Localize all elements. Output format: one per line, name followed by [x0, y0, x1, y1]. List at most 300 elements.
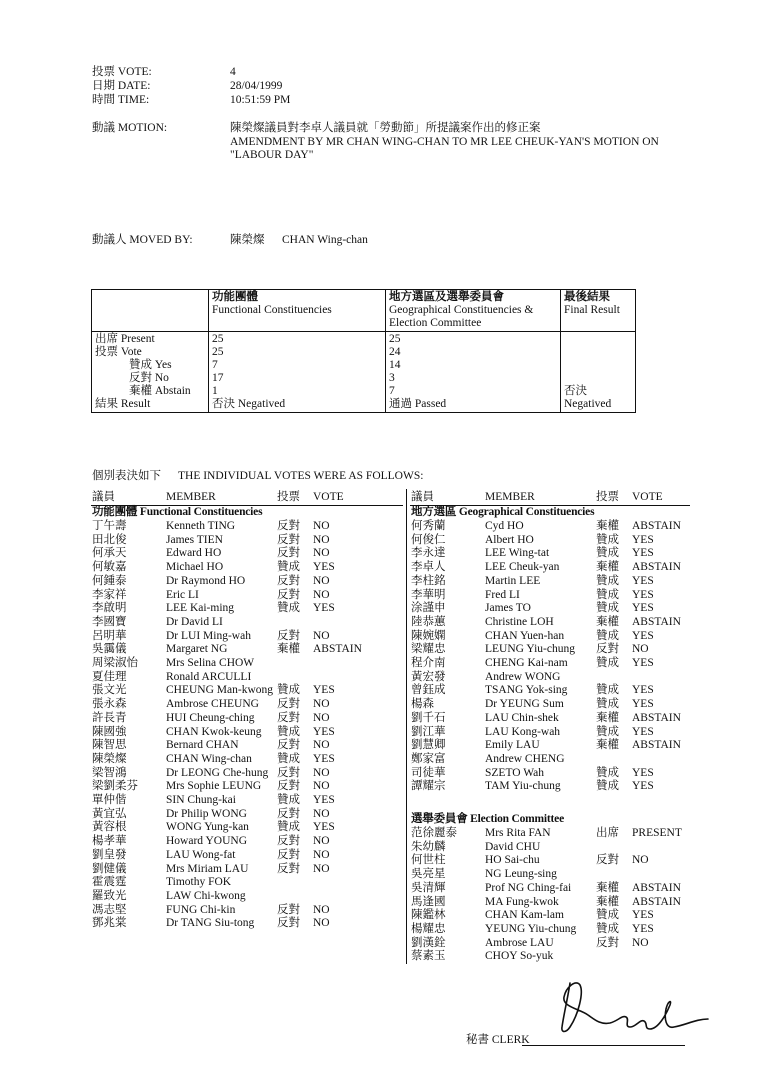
member-name-en: Emily LAU: [485, 739, 540, 752]
member-name-en: SIN Chung-kai: [166, 794, 236, 806]
member-name-cn: 何敏嘉: [92, 561, 127, 574]
member-name-cn: 何承天: [92, 547, 127, 560]
vote-en: YES: [313, 725, 335, 738]
label-vote: 投票 Vote: [95, 346, 142, 358]
vote-en: NO: [313, 862, 330, 875]
gc-abstain: 7: [389, 385, 395, 397]
member-row: [92, 657, 402, 671]
vote-en: YES: [313, 752, 335, 765]
vote-cn: 贊成: [596, 602, 619, 615]
label-yes: 贊成 Yes: [129, 359, 172, 371]
member-row: [411, 684, 701, 698]
member-name-en: Andrew CHENG: [485, 752, 565, 765]
member-row: [92, 767, 402, 781]
member-name-cn: 霍震霆: [92, 876, 127, 889]
vote-cn: 贊成: [596, 657, 619, 669]
ec-section-heading: 選舉委員會 Election Committee: [411, 813, 564, 825]
member-row: [92, 876, 402, 890]
gc-header-cell: [386, 290, 561, 332]
gc-no: 3: [389, 372, 395, 384]
vote-en: NO: [313, 698, 330, 711]
vote-cn: 出席: [596, 827, 619, 839]
member-name-en: David CHU: [485, 840, 541, 853]
member-name-en: Dr Philip WONG: [166, 807, 247, 820]
member-name-en: HO Sai-chu: [485, 854, 540, 867]
fc-no: 17: [212, 372, 224, 384]
vote-cn: 反對: [277, 533, 300, 546]
member-row: [411, 657, 701, 671]
member-name-en: Martin LEE: [485, 574, 541, 587]
member-name-en: Bernard CHAN: [166, 739, 239, 752]
vote-en: NO: [313, 588, 330, 601]
member-name-en: CHEUNG Man-kwong: [166, 684, 274, 697]
vote-cn: 棄權: [596, 711, 619, 724]
member-name-cn: 馬逢國: [411, 895, 446, 908]
fc-result: 否決 Negatived: [212, 398, 286, 410]
member-row: [92, 589, 402, 603]
motion-label: 動議 MOTION:: [92, 122, 168, 134]
col-header-vote-en-right: VOTE: [632, 491, 663, 503]
vote-en: ABSTAIN: [632, 520, 681, 532]
member-name-en: CHOY So-yuk: [485, 950, 554, 963]
member-name-cn: 蔡素玉: [411, 950, 446, 963]
gc-result: 通過 Passed: [389, 398, 447, 410]
member-row: [411, 575, 701, 589]
member-name-en: TSANG Yok-sing: [485, 684, 568, 697]
member-row: [411, 854, 701, 868]
vote-en: NO: [632, 643, 649, 656]
vote-cn: 贊成: [277, 561, 300, 574]
vote-cn: 反對: [277, 917, 300, 930]
fc-values-cell: [209, 332, 386, 413]
member-name-en: CHAN Wing-chan: [166, 752, 252, 765]
member-row: [92, 890, 402, 904]
vote-en: NO: [313, 629, 330, 642]
member-row: [411, 909, 701, 923]
vote-en: NO: [313, 520, 330, 532]
vote-cn: 贊成: [596, 533, 619, 546]
member-name-en: LEE Wing-tat: [485, 547, 550, 560]
vote-en: NO: [313, 574, 330, 587]
column-divider: [406, 489, 407, 964]
vote-cn: 贊成: [596, 766, 619, 779]
final-header-cell: [561, 290, 636, 332]
member-name-cn: 田北俊: [92, 533, 127, 546]
col-header-vote-cn: 投票: [277, 491, 300, 503]
vote-en: YES: [632, 725, 654, 738]
vote-cn: 贊成: [596, 629, 619, 642]
member-name-cn: 李國寶: [92, 615, 127, 628]
fc-header-cell: [209, 290, 386, 332]
member-name-en: Prof NG Ching-fai: [485, 881, 572, 894]
member-name-cn: 梁劉柔芬: [92, 780, 138, 793]
member-name-cn: 吳清輝: [411, 881, 446, 894]
vote-en: ABSTAIN: [632, 881, 681, 894]
vote-en: NO: [313, 711, 330, 724]
label-no: 反對 No: [129, 372, 169, 384]
member-name-cn: 李永達: [411, 547, 446, 560]
vote-en: YES: [313, 602, 335, 615]
vote-cn: 反對: [277, 835, 300, 848]
vote-cn: 贊成: [277, 794, 300, 806]
member-name-en: Mrs Rita FAN: [485, 827, 551, 839]
vote-cn: 贊成: [277, 752, 300, 765]
vote-en: NO: [313, 780, 330, 793]
col-header-vote-cn-right: 投票: [596, 491, 619, 503]
vote-en: YES: [632, 684, 654, 697]
member-name-en: Michael HO: [166, 561, 224, 574]
member-name-cn: 程介南: [411, 657, 446, 669]
member-name-en: CHAN Yuen-han: [485, 629, 565, 642]
member-name-en: Dr David LI: [166, 615, 223, 628]
member-name-cn: 劉健儀: [92, 862, 127, 875]
member-row: [411, 643, 701, 657]
member-name-cn: 朱幼麟: [411, 840, 446, 853]
member-name-en: Howard YOUNG: [166, 835, 248, 848]
member-name-en: SZETO Wah: [485, 766, 545, 779]
member-row: [92, 917, 402, 931]
member-name-en: YEUNG Yiu-chung: [485, 922, 577, 935]
fc-header-en: Functional Constituencies: [212, 304, 332, 316]
member-row: [92, 835, 402, 849]
vote-cn: 贊成: [596, 588, 619, 601]
vote-cn: 贊成: [596, 574, 619, 587]
final-result-cell: [561, 332, 636, 413]
member-name-cn: 馮志堅: [92, 903, 127, 916]
member-name-cn: 劉皇發: [92, 848, 127, 861]
member-name-en: LAU Chin-shek: [485, 711, 559, 724]
col-header-member-cn-right: 議員: [411, 491, 434, 503]
member-name-cn: 黃宏發: [411, 670, 446, 683]
vote-number: 4: [230, 66, 236, 78]
member-name-en: Ambrose LAU: [485, 936, 554, 949]
member-row: [92, 534, 402, 548]
member-name-cn: 陳榮燦: [92, 752, 127, 765]
member-row: [411, 780, 701, 794]
gc-present: 25: [389, 333, 401, 345]
member-name-en: CHAN Kam-lam: [485, 909, 564, 922]
member-row: [92, 630, 402, 644]
vote-en: YES: [632, 780, 654, 793]
member-row: [92, 712, 402, 726]
member-name-en: Edward HO: [166, 547, 222, 560]
vote-cn: 棄權: [596, 615, 619, 628]
member-row: [92, 575, 402, 589]
vote-cn: 反對: [277, 574, 300, 587]
vote-en: YES: [313, 794, 335, 806]
member-name-cn: 李啟明: [92, 602, 127, 615]
vote-cn: 贊成: [596, 698, 619, 711]
member-row: [411, 937, 701, 951]
fc-vote: 25: [212, 346, 224, 358]
member-name-en: Christine LOH: [485, 615, 554, 628]
label-present: 出席 Present: [95, 333, 155, 345]
member-row: [411, 589, 701, 603]
vote-en: YES: [632, 602, 654, 615]
member-name-cn: 丁午壽: [92, 520, 127, 532]
member-row: [411, 896, 701, 910]
member-name-cn: 黃容根: [92, 821, 127, 834]
member-name-en: James TIEN: [166, 533, 223, 546]
member-name-cn: 吳亮星: [411, 868, 446, 881]
vote-en: ABSTAIN: [632, 711, 681, 724]
member-name-en: HUI Cheung-ching: [166, 711, 255, 724]
gc-header-en-1: Geographical Constituencies &: [389, 304, 534, 316]
member-name-en: Fred LI: [485, 588, 520, 601]
vote-cn: 反對: [277, 862, 300, 875]
member-name-cn: 楊孝華: [92, 835, 127, 848]
member-row: [92, 643, 402, 657]
member-name-cn: 楊森: [411, 698, 434, 711]
vote-en: YES: [632, 922, 654, 935]
member-name-en: NG Leung-sing: [485, 868, 557, 881]
member-name-en: Margaret NG: [166, 643, 228, 656]
member-name-cn: 陳婉嫻: [411, 629, 446, 642]
member-name-en: LAW Chi-kwong: [166, 889, 246, 902]
member-row: [92, 671, 402, 685]
member-name-en: LAU Wong-fat: [166, 848, 236, 861]
vote-en: YES: [313, 821, 335, 834]
member-row: [92, 794, 402, 808]
member-name-cn: 曾鈺成: [411, 684, 446, 697]
member-row: [92, 753, 402, 767]
member-name-cn: 劉江華: [411, 725, 446, 738]
vote-en: ABSTAIN: [632, 561, 681, 574]
col-header-vote-en: VOTE: [313, 491, 344, 503]
member-name-cn: 何世柱: [411, 854, 446, 867]
motion-title-en-2: "LABOUR DAY": [230, 149, 314, 161]
vote-cn: 反對: [277, 807, 300, 820]
vote-cn: 反對: [277, 903, 300, 916]
member-row: [411, 602, 701, 616]
member-name-cn: 黃宜弘: [92, 807, 127, 820]
member-row: [411, 753, 701, 767]
vote-cn: 贊成: [596, 725, 619, 738]
final-result: 否決 Negatived: [564, 385, 612, 410]
member-name-cn: 陳智思: [92, 739, 127, 752]
vote-cn: 贊成: [596, 909, 619, 922]
vote-en: YES: [313, 561, 335, 574]
member-name-en: CHENG Kai-nam: [485, 657, 568, 669]
member-name-cn: 羅致光: [92, 889, 127, 902]
time-value: 10:51:59 PM: [230, 94, 291, 106]
label-result: 結果 Result: [95, 398, 151, 410]
member-row: [411, 841, 701, 855]
fc-present: 25: [212, 333, 224, 345]
vote-cn: 反對: [277, 698, 300, 711]
member-name-en: LEE Cheuk-yan: [485, 561, 560, 574]
member-name-en: CHAN Kwok-keung: [166, 725, 262, 738]
member-name-cn: 吳靄儀: [92, 643, 127, 656]
individual-votes-title-en: THE INDIVIDUAL VOTES WERE AS FOLLOWS:: [178, 470, 424, 482]
vote-en: NO: [313, 835, 330, 848]
vote-cn: 贊成: [277, 684, 300, 697]
member-name-en: Mrs Selina CHOW: [166, 657, 255, 669]
member-name-en: Kenneth TING: [166, 520, 236, 532]
member-name-en: Dr YEUNG Sum: [485, 698, 564, 711]
member-name-cn: 李卓人: [411, 561, 446, 574]
signature-line: [522, 1045, 685, 1046]
member-name-en: Mrs Miriam LAU: [166, 862, 249, 875]
member-row: [92, 684, 402, 698]
vote-en: NO: [313, 903, 330, 916]
date-value: 28/04/1999: [230, 80, 283, 92]
individual-votes-title-cn: 個別表決如下: [92, 470, 161, 482]
vote-en: YES: [632, 533, 654, 546]
member-name-en: LAU Kong-wah: [485, 725, 561, 738]
gc-header-en-2: Election Committee: [389, 317, 482, 329]
vote-en: NO: [313, 807, 330, 820]
vote-en: ABSTAIN: [632, 615, 681, 628]
vote-cn: 贊成: [277, 725, 300, 738]
vote-en: PRESENT: [632, 827, 682, 839]
vote-en: YES: [632, 909, 654, 922]
member-name-cn: 陳國強: [92, 725, 127, 738]
vote-en: NO: [313, 547, 330, 560]
vote-cn: 反對: [596, 936, 619, 949]
member-name-cn: 楊耀忠: [411, 922, 446, 935]
member-row: [411, 882, 701, 896]
member-row: [92, 904, 402, 918]
member-name-cn: 陸恭蕙: [411, 615, 446, 628]
gc-yes: 14: [389, 359, 401, 371]
vote-en: NO: [632, 936, 649, 949]
fc-header-cn: 功能團體: [212, 291, 258, 303]
member-name-cn: 張文光: [92, 684, 127, 697]
member-row: [411, 534, 701, 548]
gc-section-heading: 地方選區 Geographical Constituencies: [411, 506, 595, 518]
vote-cn: 反對: [277, 848, 300, 861]
fc-section-heading: 功能團體 Functional Constituencies: [92, 506, 263, 518]
final-header-en: Final Result: [564, 304, 620, 316]
vote-cn: 贊成: [596, 547, 619, 560]
vote-en: NO: [313, 739, 330, 752]
member-name-en: Eric LI: [166, 588, 199, 601]
vote-cn: 棄權: [596, 520, 619, 532]
member-row: [411, 698, 701, 712]
date-label: 日期 DATE:: [92, 80, 151, 92]
results-corner-cell: [92, 290, 209, 332]
member-row: [92, 616, 402, 630]
vote-cn: 棄權: [596, 895, 619, 908]
member-name-cn: 何俊仁: [411, 533, 446, 546]
member-name-en: TAM Yiu-chung: [485, 780, 561, 793]
member-name-cn: 何秀蘭: [411, 520, 446, 532]
member-row: [411, 827, 701, 841]
vote-cn: 反對: [277, 588, 300, 601]
col-header-member-en: MEMBER: [166, 491, 216, 503]
vote-cn: 反對: [277, 766, 300, 779]
member-row: [92, 849, 402, 863]
vote-en: ABSTAIN: [632, 895, 681, 908]
vote-cn: 反對: [277, 547, 300, 560]
vote-en: YES: [632, 547, 654, 560]
member-name-cn: 張永森: [92, 698, 127, 711]
member-name-cn: 許長青: [92, 711, 127, 724]
member-row: [411, 630, 701, 644]
gc-vote: 24: [389, 346, 401, 358]
member-row: [92, 561, 402, 575]
col-header-member-en-right: MEMBER: [485, 491, 535, 503]
member-row: [92, 780, 402, 794]
member-name-cn: 司徒華: [411, 766, 446, 779]
vote-en: YES: [632, 629, 654, 642]
member-name-cn: 劉漢銓: [411, 936, 446, 949]
vote-cn: 反對: [277, 520, 300, 532]
member-row: [411, 561, 701, 575]
member-name-en: LEUNG Yiu-chung: [485, 643, 575, 656]
clerk-signature: [540, 975, 710, 1045]
member-name-cn: 梁智鴻: [92, 766, 127, 779]
member-row: [92, 863, 402, 877]
vote-cn: 贊成: [277, 602, 300, 615]
motion-title-en-1: AMENDMENT BY MR CHAN WING-CHAN TO MR LEE CHEUK-YAN'S MOTION ON: [230, 136, 659, 148]
vote-en: NO: [313, 848, 330, 861]
mover-name-cn: 陳榮燦: [230, 234, 265, 246]
vote-en: NO: [313, 917, 330, 930]
member-row: [411, 868, 701, 882]
member-row: [411, 923, 701, 937]
member-row: [411, 616, 701, 630]
vote-en: ABSTAIN: [632, 739, 681, 752]
member-row: [411, 520, 701, 534]
member-name-en: FUNG Chi-kin: [166, 903, 236, 916]
results-labels-cell: [92, 332, 209, 413]
results-table: [91, 289, 636, 413]
member-name-en: Cyd HO: [485, 520, 524, 532]
member-row: [92, 808, 402, 822]
member-name-cn: 李柱銘: [411, 574, 446, 587]
vote-en: YES: [632, 657, 654, 669]
vote-cn: 反對: [277, 629, 300, 642]
member-name-cn: 譚耀宗: [411, 780, 446, 793]
member-name-cn: 李家祥: [92, 588, 127, 601]
member-name-cn: 李華明: [411, 588, 446, 601]
vote-en: NO: [313, 533, 330, 546]
member-row: [411, 726, 701, 740]
member-name-cn: 陳鑑林: [411, 909, 446, 922]
vote-cn: 贊成: [596, 922, 619, 935]
member-row: [411, 712, 701, 726]
member-row: [411, 767, 701, 781]
member-name-en: Mrs Sophie LEUNG: [166, 780, 262, 793]
gc-header-cn: 地方選區及選舉委員會: [389, 291, 504, 303]
vote-en: YES: [632, 588, 654, 601]
col-header-member-cn: 議員: [92, 491, 115, 503]
member-name-en: Dr LUI Ming-wah: [166, 629, 251, 642]
member-name-en: Andrew WONG: [485, 670, 561, 683]
member-name-en: Ambrose CHEUNG: [166, 698, 259, 711]
member-name-en: Dr Raymond HO: [166, 574, 246, 587]
member-name-cn: 劉千石: [411, 711, 446, 724]
vote-cn: 贊成: [596, 780, 619, 793]
vote-cn: 反對: [277, 711, 300, 724]
clerk-label: 秘書 CLERK: [466, 1034, 530, 1046]
vote-en: NO: [313, 766, 330, 779]
member-name-en: MA Fung-kwok: [485, 895, 559, 908]
member-name-cn: 鄧兆棠: [92, 917, 127, 930]
member-name-en: Albert HO: [485, 533, 534, 546]
vote-cn: 反對: [596, 643, 619, 656]
vote-cn: 棄權: [277, 643, 300, 656]
member-row: [92, 520, 402, 534]
gc-values-cell: [386, 332, 561, 413]
member-name-en: James TO: [485, 602, 531, 615]
vote-en: YES: [632, 574, 654, 587]
member-row: [411, 950, 701, 964]
member-row: [92, 821, 402, 835]
vote-cn: 贊成: [596, 684, 619, 697]
